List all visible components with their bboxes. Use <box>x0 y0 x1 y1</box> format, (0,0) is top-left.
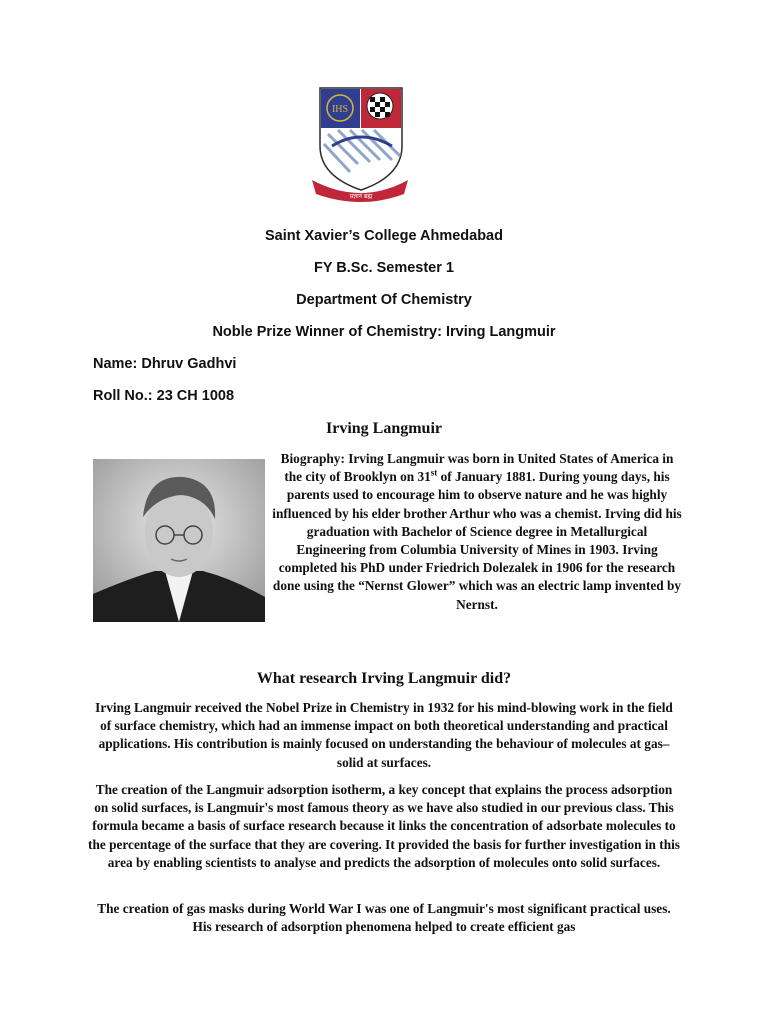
page-title: Irving Langmuir <box>325 420 442 437</box>
roll-number: Roll No.: 23 CH 1008 <box>93 388 235 404</box>
research-paragraph-3: The creation of gas masks during World War I was one of Langmuir's most significant practical uses. His research of adsorption phenomena helped to create efficient gas <box>97 901 671 935</box>
student-name: Name: Dhruv Gadhvi <box>93 356 237 372</box>
topic-line: Noble Prize Winner of Chemistry: Irving Langmuir <box>212 324 556 340</box>
research-paragraph-1: Irving Langmuir received the Nobel Prize in Chemistry in 1932 for his mind-blowing work in the field of surface chemistry, which had an immense impact on both theoretical understanding and practical applications. His contribution is mainly focused on understanding the behaviour of molecules at gas–solid at surfaces. <box>95 700 673 770</box>
portrait-image <box>93 459 265 622</box>
research-heading: What research Irving Langmuir did? <box>256 670 512 687</box>
bio-text-after: of January 1881. During young days, his parents used to encourage him to observe nature and he was highly influenced by his elder brother Arthur who was a chemist. Irving did his graduation with Bachelor of Science degree in Metallurgical Engineering from Columbia University of Mines in 1903. Irving completed his PhD under Friedrich Dolezalek in 1906 for the research done using the “Nernst Glower” which was an electric lamp invented by Nernst. <box>272 469 682 612</box>
portrait-photo <box>93 459 265 622</box>
research-paragraph-2: The creation of the Langmuir adsorption isotherm, a key concept that explains the process adsorption on solid surfaces, is Langmuir's most famous theory as we have also studied in our previous class. This formula became a basis of surface research because it links the concentration of adsorbate molecules to the percentage of the surface that they are covering. It provided the basis for further investigation in this area by enabling scientists to analyse and predicts the adsorption of molecules onto solid surfaces. <box>88 782 680 870</box>
college-crest-logo <box>308 84 412 206</box>
college-name: Saint Xavier’s College Ahmedabad <box>265 228 503 244</box>
crest-motto: प्रज्ञानं ब्रह्म <box>349 193 373 200</box>
semester-line: FY B.Sc. Semester 1 <box>314 260 454 276</box>
crest-monogram: IHS <box>331 104 349 115</box>
biography-paragraph <box>272 450 682 614</box>
bio-text-before: Biography: Irving Langmuir was born in United States of America in the city of Brooklyn on 31 <box>280 451 674 485</box>
department-line: Department Of Chemistry <box>296 292 472 308</box>
bio-superscript: st <box>430 467 438 478</box>
